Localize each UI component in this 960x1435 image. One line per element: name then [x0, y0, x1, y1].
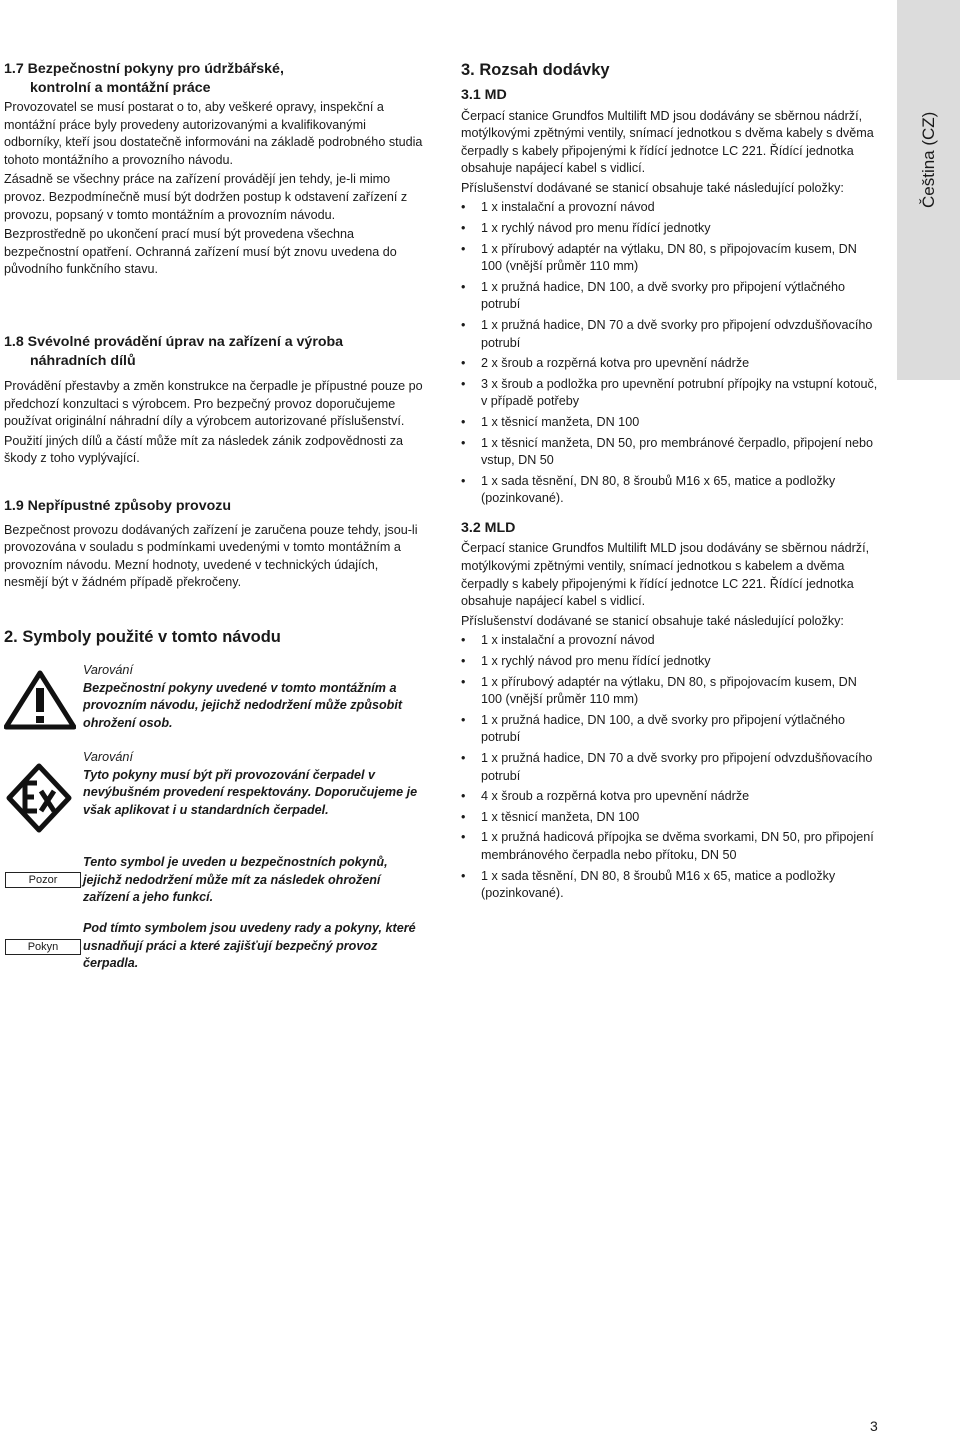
list-item: • 1 x sada těsnění, DN 80, 8 šroubů M16 x 65, matice a podložky (pozinkované).	[461, 473, 879, 508]
symbol-row-ex	[4, 749, 424, 844]
paragraph: Čerpací stanice Grundfos Multilift MLD jsou dodávány se sběrnou nádrží, motýlkovými zpětnými ventily, snímací jednotkou s kabelem a dvěma čerpadly s kabely připojenými k řídící jednotce LC 221. Řídící jednotka obsahuje napájecí kabel s vidlicí.	[461, 541, 870, 609]
section-1-8	[4, 333, 424, 468]
list-item: • 1 x těsnicí manžeta, DN 100	[461, 809, 879, 827]
section-1-9-title: 1.9 Nepřípustné způsoby provozu	[4, 498, 232, 514]
list-item: • 2 x šroub a rozpěrná kotva pro upevnění nádrže	[461, 355, 879, 373]
warning-triangle-icon	[4, 670, 76, 735]
section-1-7-title: 1.7 Bezpečnostní pokyny pro údržbářské, kontrolní a montážní práce	[4, 61, 284, 96]
section-3-1-title: 3.1 MD	[461, 87, 507, 103]
list-item: • 4 x šroub a rozpěrná kotva pro upevnění nádrže	[461, 788, 879, 806]
symbol-description: Tento symbol je uveden u bezpečnostních pokynů, jejichž nedodržení může mít za následek ohrožení zařízení a jeho funkcí.	[83, 855, 388, 905]
list-item: • 1 x pružná hadice, DN 100, a dvě svorky pro připojení výtlačného potrubí	[461, 712, 879, 747]
symbol-row-pozor	[4, 854, 424, 914]
section-1-8-title: 1.8 Svévolné provádění úprav na zařízení a výroba náhradních dílů	[4, 334, 344, 369]
list-item: • 1 x těsnicí manžeta, DN 50, pro membránové čerpadlo, připojení nebo vstup, DN 50	[461, 435, 879, 470]
list-item: • 1 x přírubový adaptér na výtlaku, DN 80, s připojovacím kusem, DN 100 (vnější průměr 110 mm)	[461, 241, 879, 276]
list-item: • 1 x instalační a provozní návod	[461, 199, 879, 217]
list-item: • 1 x instalační a provozní návod	[461, 632, 879, 650]
page-number: 3	[870, 1418, 878, 1434]
paragraph: Použití jiných dílů a částí může mít za následek zánik zodpovědnosti za škody z toho vyplývající.	[4, 433, 404, 466]
section-3-title: 3. Rozsah dodávky	[461, 61, 610, 79]
symbol-description: Pod tímto symbolem jsou uvedeny rady a pokyny, které usnadňují práci a které zajišťují bezpečný provoz čerpadla.	[83, 921, 416, 971]
list-item: • 1 x přírubový adaptér na výtlaku, DN 80, s připojovacím kusem, DN 100 (vnější průměr 110 mm)	[461, 674, 879, 709]
paragraph: Bezprostředně po ukončení prací musí být provedena všechna bezpečnostní opatření. Ochranná zařízení musí být znovu uvedena do původního funkčního stavu.	[4, 227, 397, 277]
paragraph: Čerpací stanice Grundfos Multilift MD jsou dodávány se sběrnou nádrží, motýlkovými zpětnými ventily, snímací jednotkou s dvěma kabely s dvěma čerpadly s kabely připojenými k řídící jednotce LC 221. Řídící jednotka obsahuje napájecí kabel s vidlicí.	[461, 108, 874, 176]
list-item: • 1 x rychlý návod pro menu řídící jednotky	[461, 653, 879, 671]
list-item: • 1 x pružná hadice, DN 100, a dvě svorky pro připojení výtlačného potrubí	[461, 279, 879, 314]
list-item: • 1 x pružná hadicová přípojka se dvěma svorkami, DN 50, pro připojení membránového čerpadla nebo přítoku, DN 50	[461, 829, 879, 864]
paragraph: Příslušenství dodávané se stanicí obsahuje také následující položky:	[461, 180, 844, 195]
list-item: • 1 x sada těsnění, DN 80, 8 šroubů M16 x 65, matice a podložky (pozinkované).	[461, 868, 879, 903]
paragraph: Provádění přestavby a změn konstrukce na čerpadle je přípustné pouze po předchozí konzultaci s výrobcem. Pro bezpečný provoz doporučujeme používat originální náhradní díly a výrobcem autorizované příslušenství.	[4, 379, 423, 429]
section-3	[461, 60, 879, 906]
language-tab-label: Čeština (CZ)	[919, 111, 938, 208]
pokyn-label-box: Pokyn	[5, 939, 81, 955]
section-1-7	[4, 60, 424, 279]
symbol-row-warning	[4, 662, 424, 742]
mld-items-list	[461, 632, 879, 902]
list-item: • 3 x šroub a podložka pro upevnění potrubní přípojky na vstupní kotouč, v případě potřeby	[461, 376, 879, 411]
symbol-description: Varování Bezpečnostní pokyny uvedené v tomto montážním a provozním návodu, jejichž nedodržení může způsobit ohrožení osob.	[83, 663, 403, 730]
paragraph: Bezpečnost provozu dodávaných zařízení je zaručena pouze tehdy, jsou-li provozována v souladu s podmínkami uvedenými v tomto montážním a provozním návodu. Mezní hodnoty, uvedené v technických údajích, nesmějí být v žádném případě překročeny.	[4, 522, 418, 590]
paragraph: Příslušenství dodávané se stanicí obsahuje také následující položky:	[461, 613, 844, 628]
paragraph: Zásadně se všechny práce na zařízení provádějí jen tehdy, je-li mimo provoz. Bezpodmínečně musí být dodržen postup k odstavení zařízení z provozu, popsaný v tomto montážním a provozním návodu.	[4, 172, 408, 222]
section-1-9	[4, 497, 424, 592]
list-item: • 1 x těsnicí manžeta, DN 100	[461, 414, 879, 432]
symbol-row-pokyn	[4, 920, 424, 980]
ex-explosion-icon	[6, 763, 72, 838]
list-item: • 1 x pružná hadice, DN 70 a dvě svorky pro připojení odvzdušňovacího potrubí	[461, 317, 879, 352]
section-3-2-title: 3.2 MLD	[461, 519, 516, 536]
list-item: • 1 x rychlý návod pro menu řídící jednotky	[461, 220, 879, 238]
list-item: • 1 x pružná hadice, DN 70 a dvě svorky pro připojení odvzdušňovacího potrubí	[461, 750, 879, 785]
section-2-title: 2. Symboly použité v tomto návodu	[4, 628, 281, 646]
paragraph: Provozovatel se musí postarat o to, aby veškeré opravy, inspekční a montážní práce byly provedeny autorizovanými a kvalifikovanými odborníky, kteří jsou dostatečně informováni na základě podrobného studia tohoto montážního a provozního návodu.	[4, 100, 423, 167]
pozor-label-box: Pozor	[5, 872, 81, 888]
symbol-description: Varování Tyto pokyny musí být při provozování čerpadel v nevýbušném provedení respektovány. Doporučujeme je však aplikovat i u standardních čerpadel.	[83, 750, 418, 817]
md-items-list	[461, 199, 879, 508]
